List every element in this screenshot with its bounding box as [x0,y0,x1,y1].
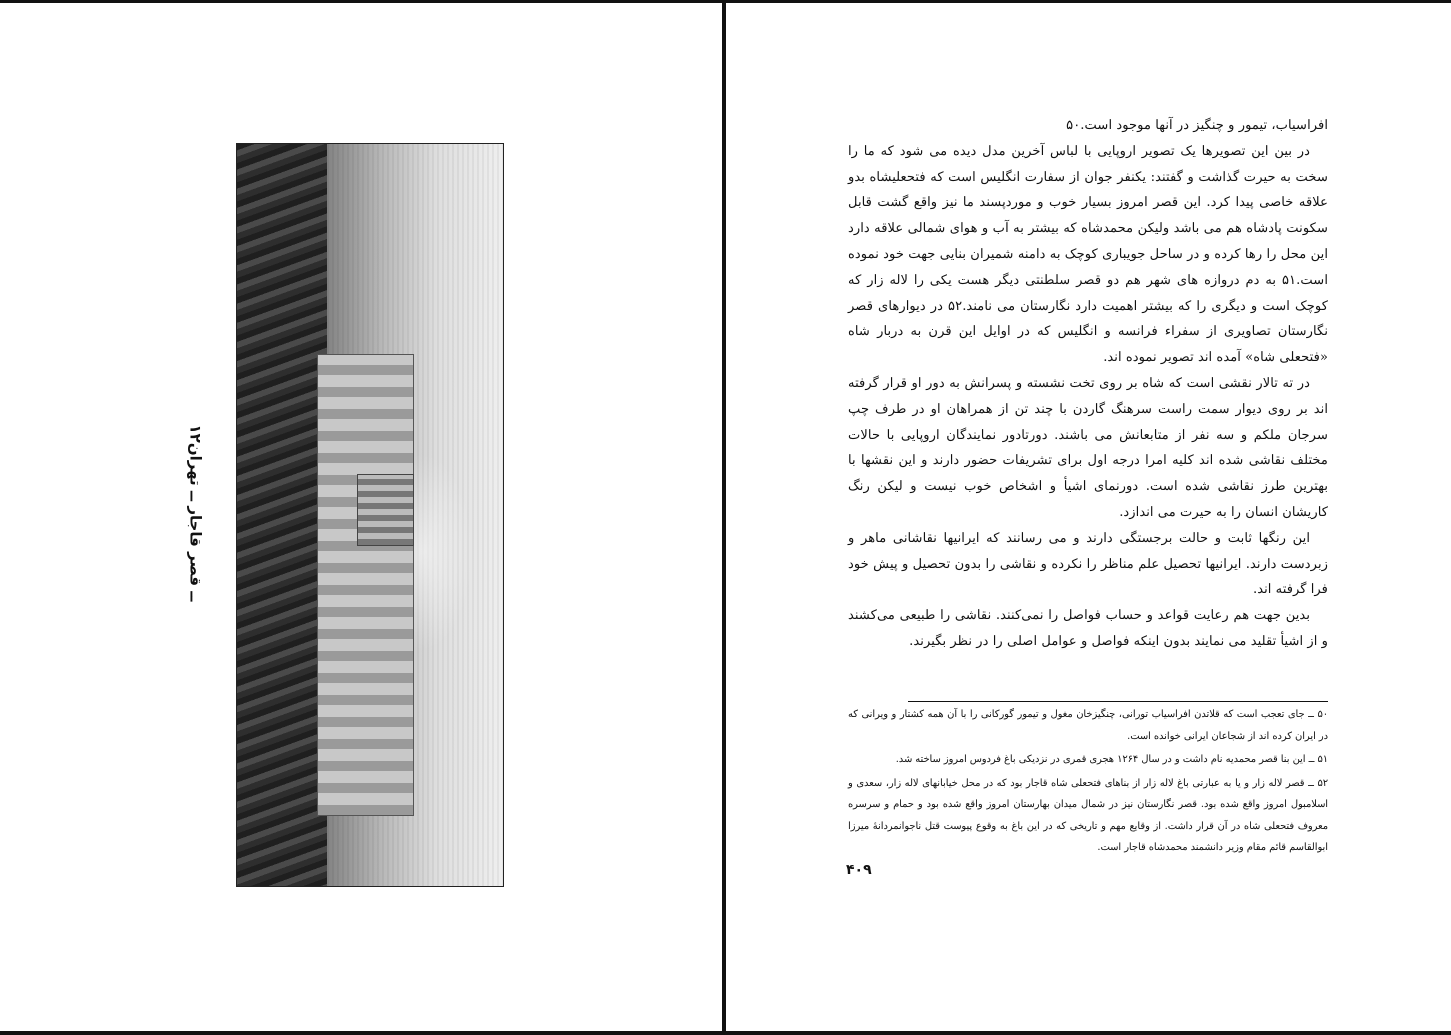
page-number: ۴۰۹ [846,862,872,878]
paragraph: در بین این تصویرها یک تصویر اروپایی با لباس آخرین مدل دیده می شود که ما را سخت به حیرت گذاشت و گفتند: یکنفر جوان از سفارت انگلیس است که فتحعلیشاه بدو علاقه خاصی پیدا کرد. این قصر امروز بسیار خوب و موردپسند ما نیز واقع گشت قابل سکونت پادشاه هم می باشد ولیکن محمدشاه که بیشتر به آب و هوای شمالی علاقه دارد این محل را رها کرده و در ساحل جویباری کوچک به دامنه شمیران بنایی جهت خود نموده است.۵۱ به دم دروازه های شهر هم دو قصر سلطنتی دیگر هست یکی را لاله زار که کوچک است و دیگری را که بیشتر اهمیت دارد نگارستان می نامند.۵۲ در دیوارهای قصر نگارستان تصاویری از سفراء فرانسه و انگلیس که در اوایل این قرن به دربار شاه «فتحعلی شاه» آمده اند تصویر نموده اند. [848,143,1328,366]
photo-palace-tower [357,474,414,546]
footnote: ۵۱ ــ این بنا قصر محمدیه نام داشت و در سال ۱۲۶۴ هجری قمری در نزدیکی باغ فردوس امروز ساخته شد. [895,754,1328,765]
footnote: ۵۲ ــ قصر لاله زار و یا به عبارتی باغ لاله زار از بناهای فتحعلی شاه قاجار بود که در محل خیابانهای لاله زار، سعدی و اسلامبول امروز واقع شده بود. قصر نگارستان نیز در شمال میدان بهارستان امروز واقع شده بود و حمام و سرسره معروف فتحعلی شاه در آن قرار داشت. از وقایع مهم و تاریخی که در این باغ به وقوع پیوست قتل ناجوانمردانهٔ میرزا ابوالقاسم قائم مقام وزیر دانشمند محمدشاه قاجار است. [848,777,1328,853]
footnotes [848,704,1328,859]
bottom-border [0,1031,1451,1035]
footnote: ۵۰ ــ جای تعجب است که قلاتدن افراسیاب تورانی، چنگیزخان مغول و تیمور گورکانی را با آن همه کشتار و ویرانی که در ایران کرده اند از شجاعان ایرانی خوانده است. [848,709,1328,742]
photo-palace-building [317,354,414,816]
photo-caption-text: ۱۲ــ قصر قاجار ــ تهران [186,424,205,602]
paragraph: بدین جهت هم رعایت قواعد و حساب فواصل را نمی‌کنند. نقاشی را طبیعی می‌کشند و از اشیأ تقلید می نمایند بدون اینکه فواصل و عوامل اصلی را در نظر بگیرند. [848,608,1328,649]
footnote-separator [908,701,1328,702]
main-text [848,113,1328,655]
photo-cliff-area [237,144,327,886]
photo-caption [175,424,215,602]
book-spine [722,0,726,1035]
paragraph: افراسیاب، تیمور و چنگیز در آنها موجود است.۵۰ [1066,118,1328,133]
paragraph: این رنگها ثابت و حالت برجستگی دارند و می رسانند که ایرانیها نقاشانی ماهر و زبردست دارند. ایرانیها تحصیل علم مناظر را نکرده و نقاشی را بدون تحصیل و پیش خود فرا گرفته اند. [848,530,1328,598]
palace-photograph [236,143,504,887]
paragraph: در ته تالار نقشی است که شاه بر روی تخت نشسته و پسرانش به دور او قرار گرفته اند بر روی دیوار سمت راست سرهنگ گاردن با چند تن از همراهان او در طرف چپ سرجان ملکم و سه نفر از متابعانش می باشند. دورتادور نمایندگان اروپایی با حالات مختلف نقاشی شده اند کلیه امرا درجه اول برای تشریفات حضور دارند و این نقشها با بهترین طرز نقاشی شده است. دورنمای اشیأ و اشخاص خوب نیست و لیکن رنگ کاریشان انسان را به حیرت می اندازد. [848,375,1328,520]
